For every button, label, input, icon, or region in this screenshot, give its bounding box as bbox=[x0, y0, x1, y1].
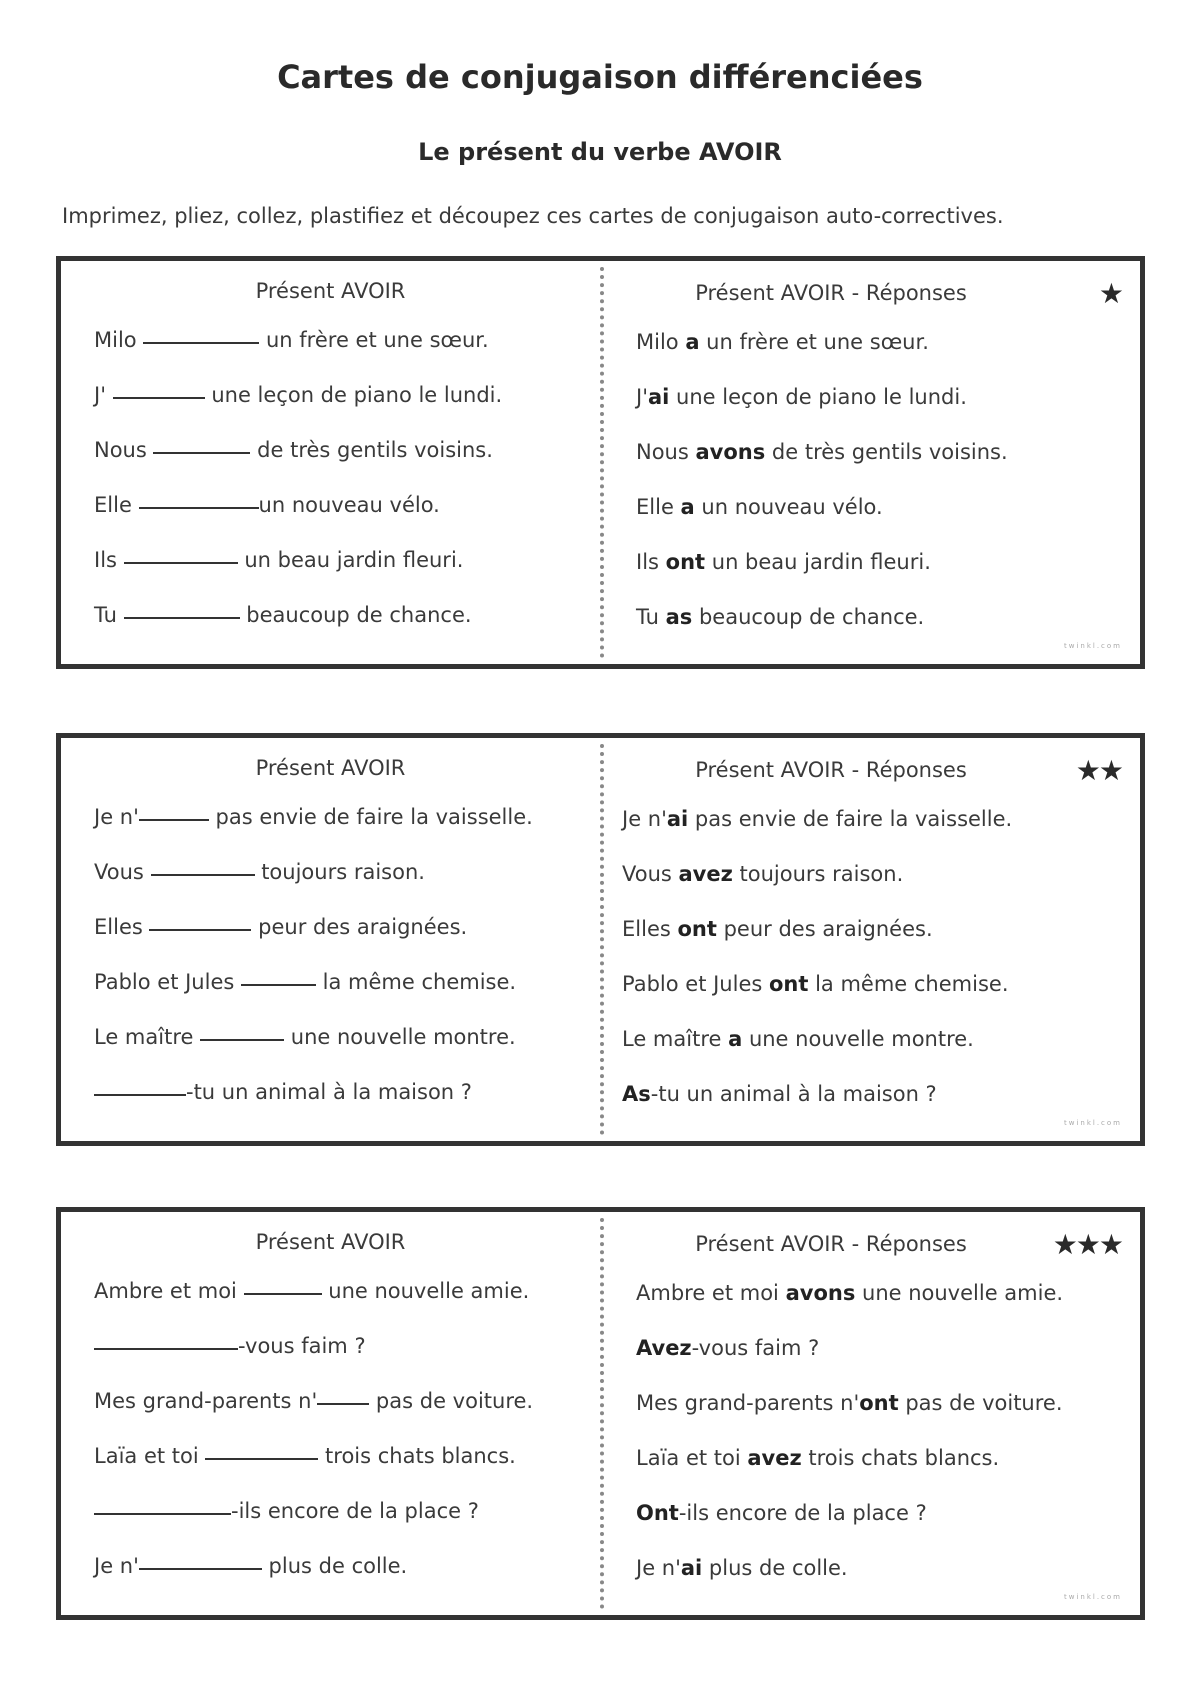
sentence-start: Je n' bbox=[94, 805, 139, 829]
sentence-end: beaucoup de chance. bbox=[239, 603, 472, 627]
answer-blank[interactable] bbox=[124, 562, 238, 564]
answer-end: -vous faim ? bbox=[691, 1336, 820, 1360]
answer-sentence bbox=[636, 480, 1008, 535]
sentence-end: un frère et une sœur. bbox=[259, 328, 489, 352]
answer-verb: avez bbox=[747, 1446, 802, 1470]
sentence-end: trois chats blancs. bbox=[318, 1444, 516, 1468]
exercise-sentence bbox=[94, 790, 533, 845]
sentence-start: Vous bbox=[94, 860, 151, 884]
answer-sentence bbox=[636, 535, 1008, 590]
answer-end: trois chats blancs. bbox=[801, 1446, 1000, 1470]
answer-sentence bbox=[636, 1376, 1063, 1431]
answer-start: Je n' bbox=[622, 807, 667, 831]
sentence-end: pas envie de faire la vaisselle. bbox=[208, 805, 533, 829]
sentence-start: Pablo et Jules bbox=[94, 970, 241, 994]
answer-sentence bbox=[622, 847, 1012, 902]
answer-start: Laïa et toi bbox=[636, 1446, 748, 1470]
answer-blank[interactable] bbox=[139, 507, 259, 509]
sentence-start: Elles bbox=[94, 915, 150, 939]
answer-end: beaucoup de chance. bbox=[692, 605, 925, 629]
sentence-start: Je n' bbox=[94, 1554, 139, 1578]
exercise-sentence bbox=[94, 1319, 533, 1374]
answer-blank[interactable] bbox=[124, 617, 240, 619]
answer-sentence bbox=[636, 1541, 1063, 1596]
sentence-end: un nouveau vélo. bbox=[258, 493, 440, 517]
answer-end: une leçon de piano le lundi. bbox=[669, 385, 967, 409]
answer-blank[interactable] bbox=[149, 929, 251, 931]
answer-end: une nouvelle amie. bbox=[855, 1281, 1064, 1305]
answer-blank[interactable] bbox=[139, 819, 209, 821]
sentence-start: Mes grand-parents n' bbox=[94, 1389, 318, 1413]
sentence-end: peur des araignées. bbox=[251, 915, 468, 939]
answer-end: un nouveau vélo. bbox=[694, 495, 883, 519]
sentence-end: un beau jardin fleuri. bbox=[237, 548, 464, 572]
answer-sentence bbox=[636, 1486, 1063, 1541]
difficulty-star-icon: ★ bbox=[1098, 277, 1122, 310]
brand-watermark: twinkl.com bbox=[1063, 1119, 1122, 1127]
exercise-sentence bbox=[94, 845, 533, 900]
exercise-sentence bbox=[94, 900, 533, 955]
sentence-end: une leçon de piano le lundi. bbox=[204, 383, 503, 407]
answers-title: Présent AVOIR - Réponses bbox=[695, 758, 967, 782]
sentence-end: la même chemise. bbox=[315, 970, 517, 994]
answer-verb: avez bbox=[678, 862, 733, 886]
sentence-start: Ambre et moi bbox=[94, 1279, 244, 1303]
answer-verb: avons bbox=[695, 440, 766, 464]
sentence-start: Milo bbox=[94, 328, 144, 352]
answer-verb: as bbox=[665, 605, 693, 629]
exercise-sentence bbox=[94, 368, 502, 423]
exercise-sentence bbox=[94, 313, 502, 368]
answer-sentence bbox=[636, 370, 1008, 425]
answer-verb: a bbox=[680, 495, 695, 519]
answer-sentence bbox=[622, 957, 1012, 1012]
answer-sentence bbox=[636, 590, 1008, 645]
answer-sentence bbox=[622, 792, 1012, 847]
sentence-end: de très gentils voisins. bbox=[250, 438, 493, 462]
exercise-sentence bbox=[94, 1010, 533, 1065]
answer-sentence bbox=[636, 1266, 1063, 1321]
conjugation-card bbox=[56, 256, 1145, 669]
answer-sentence bbox=[636, 1431, 1063, 1486]
answer-blank[interactable] bbox=[139, 1568, 262, 1570]
instructions-text: Imprimez, pliez, collez, plastifiez et découpez ces cartes de conjugaison auto-correctives. bbox=[62, 204, 1004, 228]
answer-blank[interactable] bbox=[143, 342, 259, 344]
answer-verb: As bbox=[622, 1082, 651, 1106]
answer-end: -ils encore de la place ? bbox=[678, 1501, 927, 1525]
sentence-end: pas de voiture. bbox=[369, 1389, 534, 1413]
answer-sentence bbox=[622, 902, 1012, 957]
answer-sentence bbox=[636, 425, 1008, 480]
answer-end: -tu un animal à la maison ? bbox=[650, 1082, 937, 1106]
sentence-end: -tu un animal à la maison ? bbox=[186, 1080, 472, 1104]
answers-title: Présent AVOIR - Réponses bbox=[695, 1232, 967, 1256]
exercise-title: Présent AVOIR bbox=[255, 279, 406, 303]
exercise-sentence bbox=[94, 955, 533, 1010]
fold-line-divider bbox=[600, 267, 604, 658]
conjugation-card bbox=[56, 733, 1145, 1146]
sentence-end: une nouvelle montre. bbox=[284, 1025, 516, 1049]
exercise-sentence bbox=[94, 588, 502, 643]
answer-start: Tu bbox=[636, 605, 666, 629]
answer-sentence bbox=[622, 1012, 1012, 1067]
exercise-list bbox=[94, 1264, 533, 1594]
answer-end: une nouvelle montre. bbox=[742, 1027, 974, 1051]
exercise-sentence bbox=[94, 1374, 533, 1429]
answer-sentence bbox=[636, 315, 1008, 370]
answer-verb: avons bbox=[785, 1281, 856, 1305]
answer-verb: ai bbox=[647, 385, 670, 409]
exercise-sentence bbox=[94, 478, 502, 533]
answer-list bbox=[622, 792, 1012, 1122]
answer-verb: a bbox=[685, 330, 700, 354]
sentence-end: -vous faim ? bbox=[238, 1334, 366, 1358]
exercise-list bbox=[94, 313, 502, 643]
exercise-sentence bbox=[94, 1539, 533, 1594]
sentence-start: Ils bbox=[94, 548, 124, 572]
answer-verb: ont bbox=[859, 1391, 899, 1415]
page-title: Cartes de conjugaison différenciées bbox=[277, 58, 923, 96]
answer-verb: ont bbox=[665, 550, 706, 574]
sentence-end: plus de colle. bbox=[261, 1554, 408, 1578]
exercise-sentence bbox=[94, 1065, 533, 1120]
answer-start: Ambre et moi bbox=[636, 1281, 786, 1305]
brand-watermark: twinkl.com bbox=[1063, 1593, 1122, 1601]
answer-end: un beau jardin fleuri. bbox=[705, 550, 931, 574]
answer-start: Pablo et Jules bbox=[622, 972, 769, 996]
exercise-sentence bbox=[94, 1484, 533, 1539]
answer-verb: Avez bbox=[636, 1336, 692, 1360]
answer-end: la même chemise. bbox=[808, 972, 1009, 996]
answer-list bbox=[636, 1266, 1063, 1596]
answer-blank[interactable] bbox=[317, 1403, 369, 1405]
answer-blank[interactable] bbox=[94, 1348, 238, 1350]
difficulty-star-icon: ★★★ bbox=[1052, 1228, 1122, 1261]
exercise-title: Présent AVOIR bbox=[255, 756, 406, 780]
sentence-end: -ils encore de la place ? bbox=[231, 1499, 479, 1523]
fold-line-divider bbox=[600, 1218, 604, 1609]
answer-verb: ai bbox=[666, 807, 689, 831]
answer-start: Milo bbox=[636, 330, 686, 354]
sentence-start: Tu bbox=[94, 603, 124, 627]
answer-start: Le maître bbox=[622, 1027, 729, 1051]
exercise-sentence bbox=[94, 423, 502, 478]
answer-blank[interactable] bbox=[94, 1094, 186, 1096]
sentence-start: Laïa et toi bbox=[94, 1444, 206, 1468]
answer-blank[interactable] bbox=[241, 984, 316, 986]
fold-line-divider bbox=[600, 744, 604, 1135]
answers-title: Présent AVOIR - Réponses bbox=[695, 281, 967, 305]
exercise-sentence bbox=[94, 1429, 533, 1484]
conjugation-card bbox=[56, 1207, 1145, 1620]
answer-end: plus de colle. bbox=[702, 1556, 848, 1580]
page-subtitle: Le présent du verbe AVOIR bbox=[418, 138, 782, 166]
answer-blank[interactable] bbox=[205, 1458, 318, 1460]
answer-sentence bbox=[636, 1321, 1063, 1376]
sentence-end: une nouvelle amie. bbox=[321, 1279, 530, 1303]
answer-start: Nous bbox=[636, 440, 696, 464]
sentence-start: Le maître bbox=[94, 1025, 201, 1049]
answer-verb: Ont bbox=[636, 1501, 679, 1525]
answer-verb: ont bbox=[768, 972, 809, 996]
difficulty-star-icon: ★★ bbox=[1075, 754, 1122, 787]
brand-watermark: twinkl.com bbox=[1063, 642, 1122, 650]
answer-verb: ont bbox=[677, 917, 717, 941]
exercise-sentence bbox=[94, 533, 502, 588]
answer-start: Elle bbox=[636, 495, 681, 519]
answer-verb: a bbox=[728, 1027, 743, 1051]
answer-end: pas envie de faire la vaisselle. bbox=[688, 807, 1013, 831]
sentence-start: J' bbox=[94, 383, 113, 407]
exercise-sentence bbox=[94, 1264, 533, 1319]
sentence-start: Elle bbox=[94, 493, 139, 517]
sentence-start: Nous bbox=[94, 438, 154, 462]
answer-end: de très gentils voisins. bbox=[765, 440, 1008, 464]
answer-list bbox=[636, 315, 1008, 645]
answer-blank[interactable] bbox=[244, 1293, 322, 1295]
answer-blank[interactable] bbox=[153, 452, 250, 454]
answer-sentence bbox=[622, 1067, 1012, 1122]
answer-blank[interactable] bbox=[151, 874, 255, 876]
answer-end: peur des araignées. bbox=[716, 917, 933, 941]
answer-verb: ai bbox=[680, 1556, 703, 1580]
exercise-list bbox=[94, 790, 533, 1120]
sentence-end: toujours raison. bbox=[254, 860, 425, 884]
answer-start: Vous bbox=[622, 862, 679, 886]
answer-start: Mes grand-parents n' bbox=[636, 1391, 860, 1415]
answer-start: Ils bbox=[636, 550, 666, 574]
answer-blank[interactable] bbox=[113, 397, 205, 399]
answer-end: toujours raison. bbox=[732, 862, 904, 886]
answer-start: J' bbox=[636, 385, 648, 409]
answer-blank[interactable] bbox=[200, 1039, 284, 1041]
answer-start: Je n' bbox=[636, 1556, 681, 1580]
answer-start: Elles bbox=[622, 917, 678, 941]
answer-end: un frère et une sœur. bbox=[699, 330, 929, 354]
answer-end: pas de voiture. bbox=[898, 1391, 1063, 1415]
answer-blank[interactable] bbox=[94, 1513, 231, 1515]
exercise-title: Présent AVOIR bbox=[255, 1230, 406, 1254]
